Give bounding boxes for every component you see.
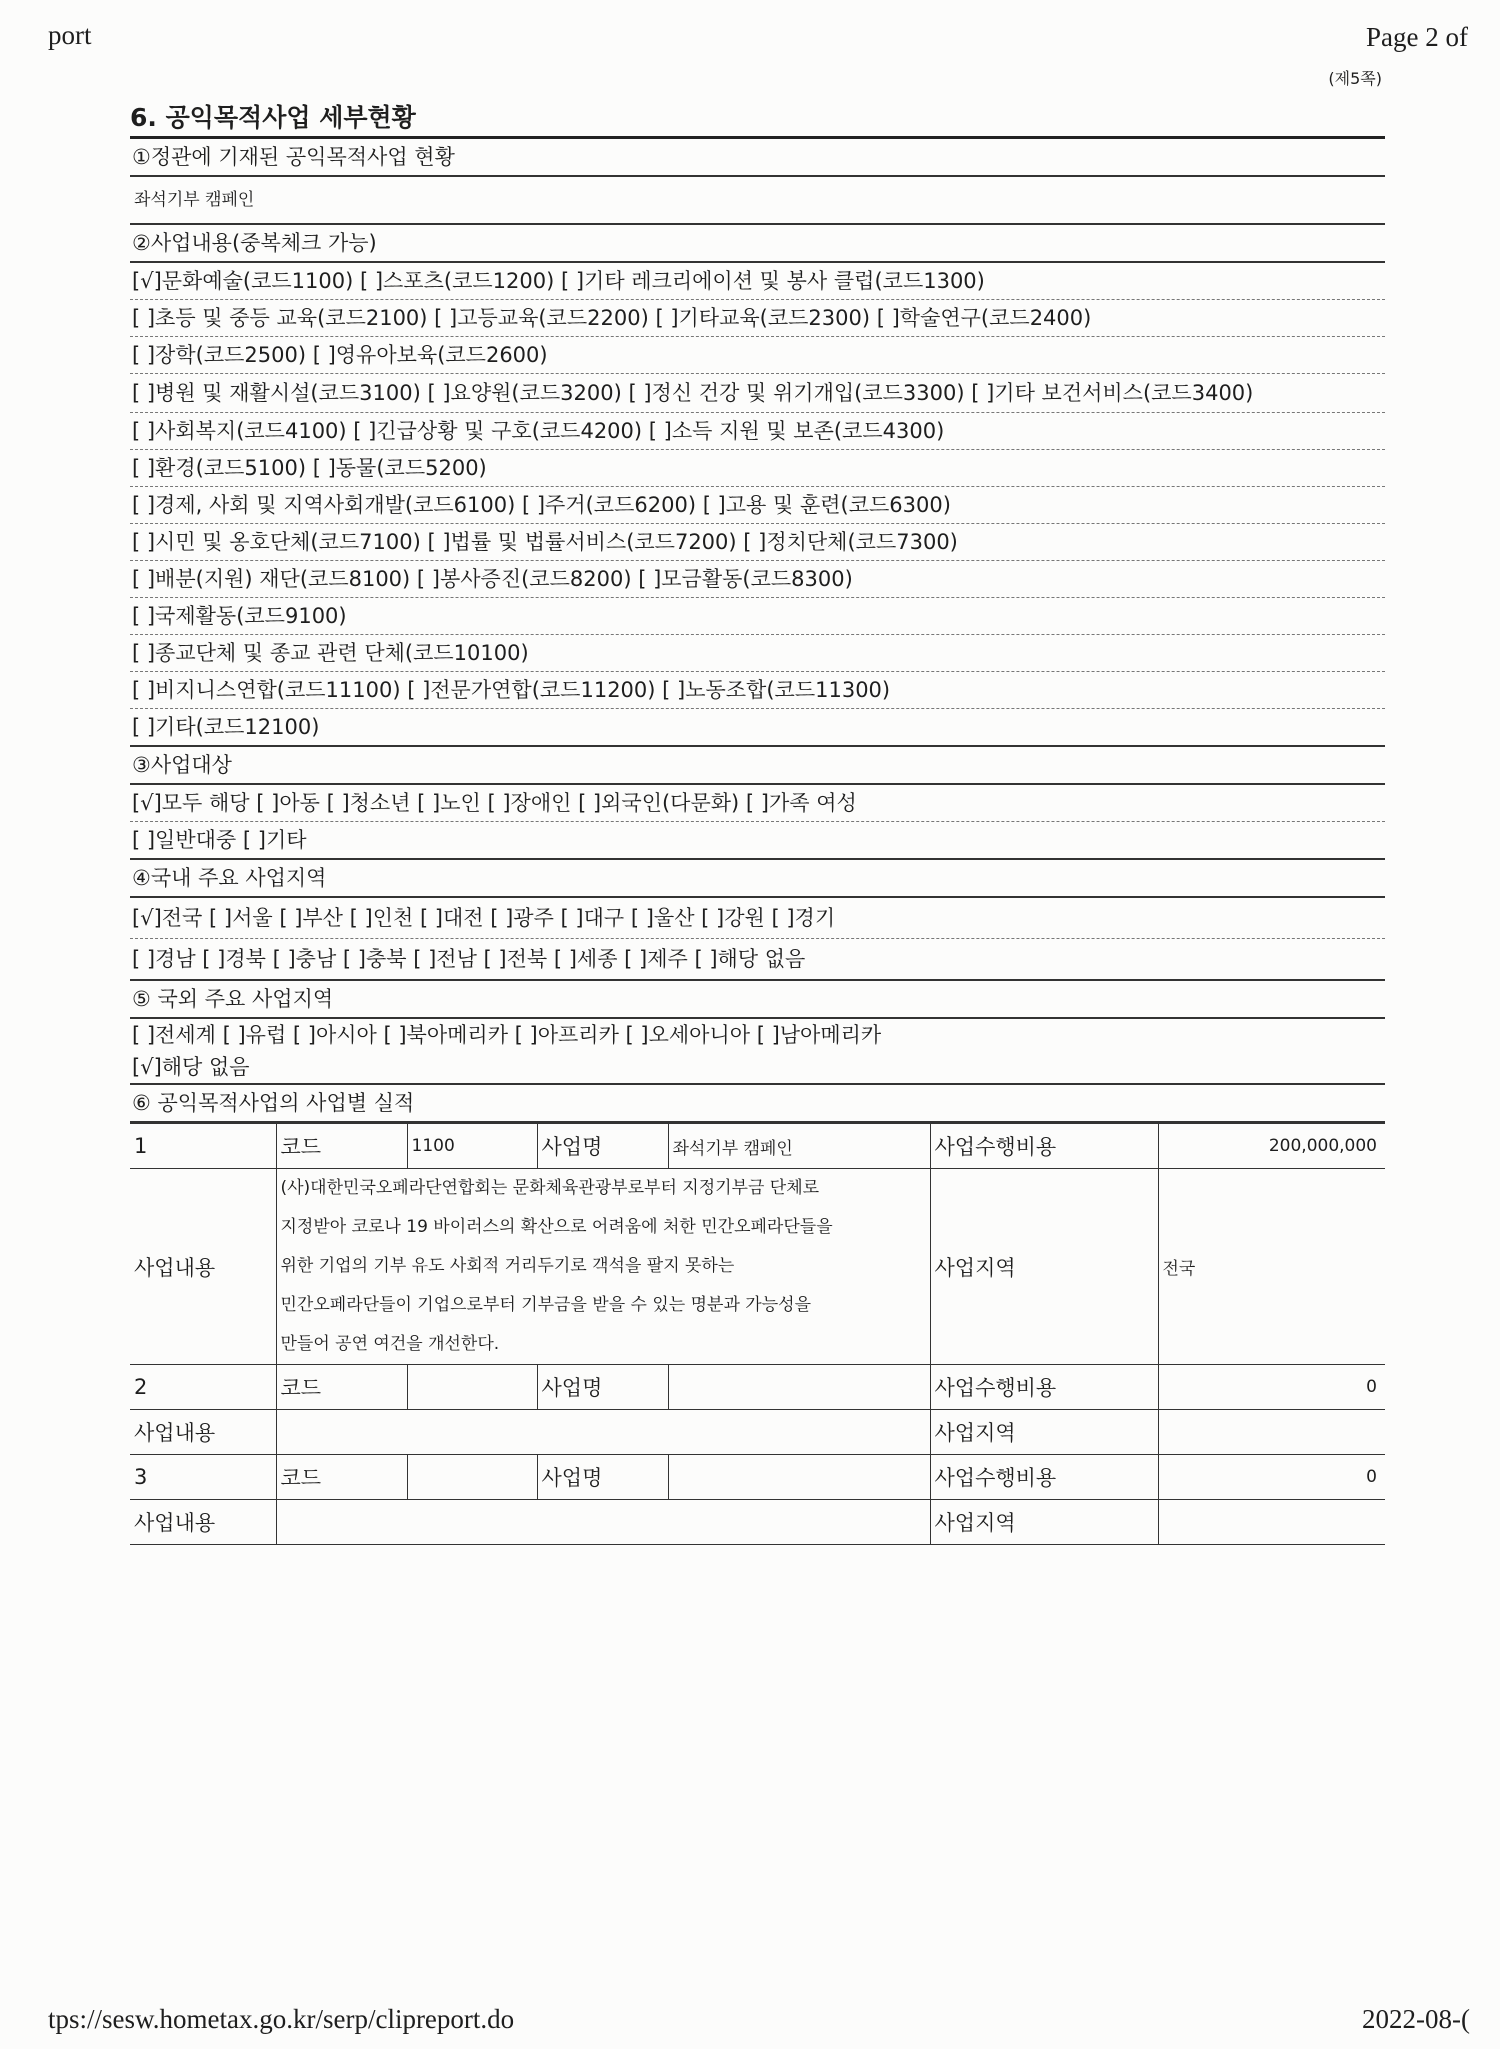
content-value bbox=[276, 1169, 930, 1365]
overseas-region-line: [ ]전세계 [ ]유럽 [ ]아시아 [ ]북아메리카 [ ]아프리카 [ ]오세아니아 [ ]남아메리카 bbox=[132, 1023, 882, 1047]
content-value bbox=[276, 1410, 930, 1455]
cost-label: 사업수행비용 bbox=[930, 1124, 1158, 1169]
articles-business-heading: ①정관에 기재된 공익목적사업 현황 bbox=[130, 139, 1385, 177]
content-line: 지정받아 코로나 19 바이러스의 확산으로 어려움에 처한 민간오페라단들을 bbox=[280, 1217, 833, 1237]
code-value bbox=[407, 1455, 537, 1500]
form-page-number: (제5쪽) bbox=[1328, 69, 1382, 88]
business-target-heading: ③사업대상 bbox=[130, 747, 1385, 785]
code-value bbox=[407, 1365, 537, 1410]
business-content-line: [ ]초등 및 중등 교육(코드2100) [ ]고등교육(코드2200) [ ]기타교육(코드2300) [ ]학술연구(코드2400) bbox=[130, 300, 1385, 337]
business-content-line: [ ]장학(코드2500) [ ]영유아보육(코드2600) bbox=[130, 337, 1385, 374]
cost-value: 0 bbox=[1158, 1455, 1385, 1500]
content-label: 사업내용 bbox=[130, 1169, 276, 1365]
region-label: 사업지역 bbox=[930, 1410, 1158, 1455]
business-target-line: [ ]일반대중 [ ]기타 bbox=[130, 822, 1385, 860]
domestic-region-heading: ④국내 주요 사업지역 bbox=[130, 860, 1385, 898]
name-value bbox=[668, 1365, 930, 1410]
name-label: 사업명 bbox=[537, 1455, 668, 1500]
content-line: 민간오페라단들이 기업으로부터 기부금을 받을 수 있는 명분과 가능성을 bbox=[280, 1295, 811, 1315]
business-content-line: [ ]배분(지원) 재단(코드8100) [ ]봉사증진(코드8200) [ ]모금활동(코드8300) bbox=[130, 561, 1385, 598]
code-label: 코드 bbox=[276, 1455, 407, 1500]
region-value bbox=[1158, 1410, 1385, 1455]
overseas-region-line: [√]해당 없음 bbox=[130, 1051, 1385, 1085]
overseas-region-heading: ⑤ 국외 주요 사업지역 bbox=[130, 981, 1385, 1019]
articles-business-value: 좌석기부 캠페인 bbox=[130, 177, 1385, 225]
content-label: 사업내용 bbox=[130, 1500, 276, 1545]
business-content-heading: ②사업내용(중복체크 가능) bbox=[130, 225, 1385, 263]
content-line: (사)대한민국오페라단연합회는 문화체육관광부로부터 지정기부금 단체로 bbox=[280, 1178, 820, 1198]
business-content-line: [√]문화예술(코드1100) [ ]스포츠(코드1200) [ ]기타 레크리에이션 및 봉사 클럽(코드1300) bbox=[130, 263, 1385, 300]
row-number: 1 bbox=[130, 1124, 276, 1169]
content-label: 사업내용 bbox=[130, 1410, 276, 1455]
business-target-line: [√]모두 해당 [ ]아동 [ ]청소년 [ ]노인 [ ]장애인 [ ]외국인(다문화) [ ]가족 여성 bbox=[130, 785, 1385, 822]
footer-date: 2022-08-( bbox=[1362, 2004, 1470, 2034]
cost-label: 사업수행비용 bbox=[930, 1365, 1158, 1410]
table-row bbox=[130, 1124, 1385, 1169]
cost-label: 사업수행비용 bbox=[930, 1455, 1158, 1500]
table-row bbox=[130, 1169, 1385, 1365]
row-number: 2 bbox=[130, 1365, 276, 1410]
business-content-line: [ ]사회복지(코드4100) [ ]긴급상황 및 구호(코드4200) [ ]소득 지원 및 보존(코드4300) bbox=[130, 413, 1385, 450]
table-row bbox=[130, 1455, 1385, 1500]
performance-heading: ⑥ 공익목적사업의 사업별 실적 bbox=[130, 1085, 1385, 1123]
cost-value: 0 bbox=[1158, 1365, 1385, 1410]
code-value: 1100 bbox=[407, 1124, 537, 1169]
business-content-line: [ ]시민 및 옹호단체(코드7100) [ ]법률 및 법률서비스(코드7200) [ ]정치단체(코드7300) bbox=[130, 524, 1385, 561]
region-label: 사업지역 bbox=[930, 1500, 1158, 1545]
row-number: 3 bbox=[130, 1455, 276, 1500]
domestic-region-line: [ ]경남 [ ]경북 [ ]충남 [ ]충북 [ ]전남 [ ]전북 [ ]세종 [ ]제주 [ ]해당 없음 bbox=[130, 939, 1385, 981]
business-content-options bbox=[130, 263, 1385, 747]
code-label: 코드 bbox=[276, 1124, 407, 1169]
header-page-indicator: Page 2 of bbox=[1366, 22, 1468, 52]
business-content-line: [ ]병원 및 재활시설(코드3100) [ ]요양원(코드3200) [ ]정신 건강 및 위기개입(코드3300) [ ]기타 보건서비스(코드3400) bbox=[130, 374, 1385, 413]
code-label: 코드 bbox=[276, 1365, 407, 1410]
business-content-line: [ ]환경(코드5100) [ ]동물(코드5200) bbox=[130, 450, 1385, 487]
region-value bbox=[1158, 1500, 1385, 1545]
header-left: port bbox=[48, 20, 92, 50]
region-label: 사업지역 bbox=[930, 1169, 1158, 1365]
footer-url: tps://sesw.hometax.go.kr/serp/clipreport.do bbox=[48, 2004, 515, 2034]
domestic-region-line: [√]전국 [ ]서울 [ ]부산 [ ]인천 [ ]대전 [ ]광주 [ ]대구 [ ]울산 [ ]강원 [ ]경기 bbox=[130, 898, 1385, 939]
content-value bbox=[276, 1500, 930, 1545]
business-content-line: [ ]기타(코드12100) bbox=[130, 709, 1385, 747]
business-content-line: [ ]종교단체 및 종교 관련 단체(코드10100) bbox=[130, 635, 1385, 672]
table-row bbox=[130, 1500, 1385, 1545]
content-line: 위한 기업의 기부 유도 사회적 거리두기로 객석을 팔지 못하는 bbox=[280, 1256, 735, 1276]
table-row bbox=[130, 1365, 1385, 1410]
name-label: 사업명 bbox=[537, 1365, 668, 1410]
content-line: 만들어 공연 여건을 개선한다. bbox=[280, 1334, 500, 1354]
business-content-line: [ ]경제, 사회 및 지역사회개발(코드6100) [ ]주거(코드6200) [ ]고용 및 훈련(코드6300) bbox=[130, 487, 1385, 524]
table-row bbox=[130, 1410, 1385, 1455]
business-content-line: [ ]국제활동(코드9100) bbox=[130, 598, 1385, 635]
region-value: 전국 bbox=[1158, 1169, 1385, 1365]
public-interest-business-form bbox=[130, 92, 1385, 1545]
business-content-line: [ ]비지니스연합(코드11100) [ ]전문가연합(코드11200) [ ]노동조합(코드11300) bbox=[130, 672, 1385, 709]
cost-value: 200,000,000 bbox=[1158, 1124, 1385, 1169]
name-value bbox=[668, 1455, 930, 1500]
section-title: 6. 공익목적사업 세부현황 bbox=[130, 92, 1385, 139]
performance-table bbox=[130, 1123, 1385, 1545]
name-label: 사업명 bbox=[537, 1124, 668, 1169]
name-value: 좌석기부 캠페인 bbox=[668, 1124, 930, 1169]
